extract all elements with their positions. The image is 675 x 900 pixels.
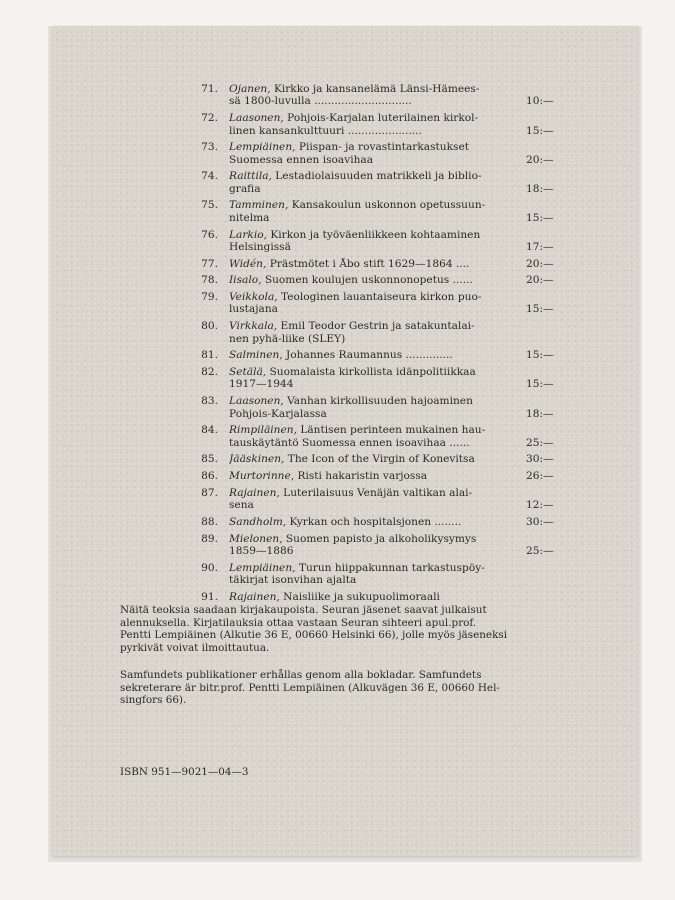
entry-number: 88.: [201, 515, 218, 528]
entry-title: Kyrkan och hospitalsjonen ........: [286, 515, 462, 528]
list-item: [52, 274, 638, 286]
entry-author: Veikkola,: [229, 291, 278, 304]
note-line: Samfundets publikationer erhållas genom alla bokladar. Samfundets: [120, 669, 482, 681]
entry-line: [229, 83, 539, 95]
note-line: pyrkivät voivat ilmoittautua.: [120, 641, 270, 654]
list-item: [52, 320, 638, 345]
finnish-note: [120, 604, 590, 654]
entry-title: Kirkko ja kansanelämä Länsi-Hämees-: [270, 83, 480, 95]
entry-line: [229, 516, 539, 528]
entry-line: [229, 320, 539, 332]
entry-title: Luterilaisuus Venäjän valtikan alai-: [279, 486, 473, 499]
entry-line: [229, 112, 539, 124]
entry-line: [229, 258, 539, 270]
list-item: [52, 533, 638, 558]
entry-price: 20:—: [526, 153, 554, 166]
list-item: [52, 453, 638, 465]
publication-list: [52, 83, 638, 607]
list-item: [52, 395, 638, 420]
entry-text: [229, 274, 539, 286]
entry-line: [229, 562, 539, 574]
entry-number: 81.: [201, 349, 218, 362]
entry-author: Laasonen,: [229, 112, 284, 125]
entry-text: [229, 258, 539, 270]
entry-text: [229, 199, 539, 224]
entry-price: 15:—: [526, 349, 554, 362]
entry-price: 18:—: [526, 407, 554, 420]
entry-title: Risti hakaristin varjossa: [294, 470, 428, 483]
entry-price: 25:—: [526, 436, 554, 449]
entry-text: [229, 533, 539, 558]
list-item: [52, 199, 638, 224]
entry-price: 10:—: [526, 95, 554, 108]
entry-line: [229, 453, 539, 465]
list-item: [52, 83, 638, 108]
entry-text: [229, 229, 539, 254]
list-item: [52, 258, 638, 270]
entry-number: 72.: [201, 112, 218, 125]
entry-number: 84.: [201, 424, 218, 437]
entry-author: Tamminen,: [229, 199, 289, 212]
entry-text: [229, 320, 539, 345]
entry-author: Murtorinne,: [229, 470, 295, 483]
entry-price: 25:—: [526, 544, 554, 557]
entry-author: Jääskinen,: [229, 453, 285, 466]
entry-title: Naisliike ja sukupuolimoraali: [279, 590, 440, 603]
entry-title-continued: Helsingissä: [229, 240, 291, 253]
entry-line: [229, 170, 539, 182]
entry-title-continued: lustajana: [229, 303, 278, 316]
entry-number: 86.: [201, 470, 218, 483]
entry-author: Laasonen,: [229, 395, 284, 408]
entry-author: Raittila,: [229, 170, 272, 183]
entry-title: Piispan- ja rovastintarkastukset: [295, 141, 469, 154]
entry-title: Turun hiippakunnan tarkastuspöy-: [295, 561, 485, 574]
entry-title: Suomalaista kirkollista idänpolitiikkaa: [266, 365, 476, 378]
entry-title-continued: 1859—1886: [229, 544, 294, 557]
entry-text: [229, 424, 539, 449]
entry-line: [229, 395, 539, 407]
entry-title: Emil Teodor Gestrin ja satakuntalai-: [277, 320, 475, 333]
isbn: ISBN 951—9021—04—3: [120, 766, 249, 778]
entry-title: The Icon of the Virgin of Konevitsa: [284, 453, 475, 466]
note-line: alennuksella. Kirjatilauksia ottaa vastaan Seuran sihteeri apul.prof.: [120, 616, 477, 629]
entry-title: Lestadiolaisuuden matrikkeli ja biblio-: [271, 170, 482, 183]
entry-author: Salminen,: [229, 349, 283, 362]
swedish-note: [120, 669, 590, 707]
list-item: [52, 366, 638, 391]
entry-author: Mielonen,: [229, 532, 283, 545]
entry-author: Setälä,: [229, 365, 267, 378]
entry-title-continued: sä 1800-luvulla .............................: [229, 95, 412, 108]
entry-number: 76.: [201, 228, 218, 241]
list-item: [52, 487, 638, 512]
entry-text: [229, 366, 539, 391]
entry-author: Ojanen,: [229, 83, 271, 95]
entry-title: Läntisen perinteen mukainen hau-: [296, 424, 486, 437]
entry-number: 77.: [201, 257, 218, 270]
entry-price: 15:—: [526, 303, 554, 316]
entry-line: [229, 366, 539, 378]
entry-text: [229, 591, 539, 603]
list-item: [52, 291, 638, 316]
entry-price: 15:—: [526, 124, 554, 137]
list-item: [52, 170, 638, 195]
entry-text: [229, 83, 539, 108]
entry-number: 78.: [201, 274, 218, 287]
list-item: [52, 591, 638, 603]
entry-line: [229, 141, 539, 153]
entry-price: 12:—: [526, 499, 554, 512]
entry-title: Pohjois-Karjalan luterilainen kirkol-: [283, 112, 479, 125]
entry-title-continued: Pohjois-Karjalassa: [229, 407, 327, 420]
entry-author: Lempiäinen,: [229, 561, 296, 574]
entry-number: 74.: [201, 170, 218, 183]
book-back-cover: [52, 26, 638, 856]
entry-text: [229, 453, 539, 465]
entry-number: 85.: [201, 453, 218, 466]
entry-title: Vanhan kirkollisuuden hajoaminen: [283, 395, 473, 408]
entry-number: 91.: [201, 590, 218, 603]
entry-text: [229, 562, 539, 587]
entry-text: [229, 349, 539, 361]
entry-number: 87.: [201, 486, 218, 499]
entry-number: 79.: [201, 291, 218, 304]
entry-price: 18:—: [526, 182, 554, 195]
entry-title-continued: linen kansankulttuuri ......................: [229, 124, 422, 137]
note-line: sekreterare är bitr.prof. Pentti Lempiäinen (Alkuvägen 36 E, 00660 Hel-: [120, 681, 500, 694]
entry-title: Kansakoulun uskonnon opetussuun-: [288, 199, 486, 212]
entry-line: [229, 229, 539, 241]
entry-author: Widén,: [229, 257, 267, 270]
list-item: [52, 112, 638, 137]
entry-price: 30:—: [526, 515, 554, 528]
entry-title-continued: grafia: [229, 182, 261, 195]
entry-author: Iisalo,: [229, 274, 262, 287]
entry-text: [229, 170, 539, 195]
entry-price: 26:—: [526, 470, 554, 483]
list-item: [52, 229, 638, 254]
entry-line: [229, 533, 539, 545]
entry-text: [229, 516, 539, 528]
entry-line: [229, 424, 539, 436]
entry-author: Larkio,: [229, 228, 267, 241]
entry-number: 90.: [201, 561, 218, 574]
entry-title-continued: nitelma: [229, 211, 270, 224]
list-item: [52, 424, 638, 449]
entry-price: 15:—: [526, 211, 554, 224]
entry-author: Rimpiläinen,: [229, 424, 297, 437]
note-line: Pentti Lempiäinen (Alkutie 36 E, 00660 Helsinki 66), jolle myös jäseneksi: [120, 629, 508, 642]
entry-line: [229, 470, 539, 482]
entry-title: Prästmötet i Åbo stift 1629—1864 ....: [266, 257, 470, 270]
entry-price: 20:—: [526, 257, 554, 270]
list-item: [52, 141, 638, 166]
entry-line: [229, 199, 539, 211]
list-item: [52, 349, 638, 361]
entry-number: 80.: [201, 320, 218, 333]
entry-text: [229, 291, 539, 316]
entry-price: 20:—: [526, 274, 554, 287]
entry-title: Kirkon ja työväenliikkeen kohtaaminen: [266, 228, 481, 241]
entry-line: [229, 487, 539, 499]
entry-price: 15:—: [526, 378, 554, 391]
entry-title: Teologinen lauantaiseura kirkon puo-: [277, 291, 482, 304]
entry-line: [229, 274, 539, 286]
list-item: [52, 562, 638, 587]
entry-text: [229, 470, 539, 482]
entry-number: 89.: [201, 532, 218, 545]
entry-author: Rajainen,: [229, 590, 280, 603]
entry-author: Lempiäinen,: [229, 141, 296, 154]
entry-title: Johannes Raumannus ..............: [282, 349, 453, 362]
entry-title: Suomen koulujen uskonnonopetus ......: [261, 274, 473, 287]
entry-number: 82.: [201, 365, 218, 378]
entry-text: [229, 141, 539, 166]
list-item: [52, 470, 638, 482]
entry-title: Suomen papisto ja alkoholikysymys: [282, 532, 477, 545]
entry-author: Virkkala,: [229, 320, 278, 333]
list-item: [52, 516, 638, 528]
entry-number: 83.: [201, 395, 218, 408]
note-line: singfors 66).: [120, 694, 187, 707]
entry-price: 17:—: [526, 240, 554, 253]
entry-author: Sandholm,: [229, 515, 287, 528]
note-line: Näitä teoksia saadaan kirjakaupoista. Seuran jäsenet saavat julkaisut: [120, 604, 487, 616]
entry-author: Rajainen,: [229, 486, 280, 499]
entry-number: 75.: [201, 199, 218, 212]
entry-number: 71.: [201, 83, 218, 95]
entry-title-continued: nen pyhä-liike (SLEY): [229, 332, 346, 345]
entry-text: [229, 112, 539, 137]
entry-text: [229, 395, 539, 420]
entry-number: 73.: [201, 141, 218, 154]
entry-line: [229, 591, 539, 603]
entry-price: 30:—: [526, 453, 554, 466]
entry-line: [229, 349, 539, 361]
entry-text: [229, 487, 539, 512]
entry-title-continued: täkirjat isonvihan ajalta: [229, 574, 357, 587]
entry-title-continued: tauskäytäntö Suomessa ennen isoavihaa ......: [229, 436, 470, 449]
entry-title-continued: sena: [229, 499, 254, 512]
entry-title-continued: 1917—1944: [229, 378, 294, 391]
entry-title-continued: Suomessa ennen isoavihaa: [229, 153, 374, 166]
entry-line: [229, 291, 539, 303]
